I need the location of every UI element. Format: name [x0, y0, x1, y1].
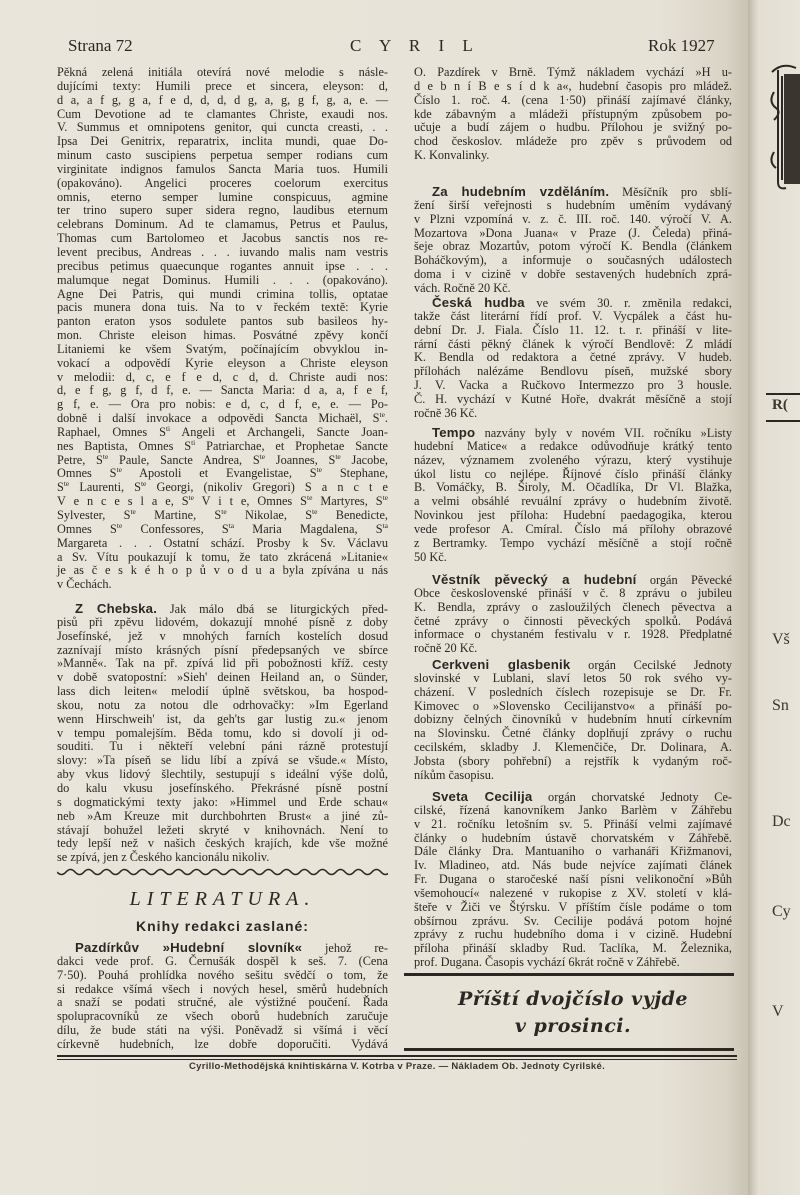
text-line: V. Summus et omnipotens genitor, qui cuncta creasti, . .: [57, 120, 388, 135]
text-line: lass dich leiten« melodií úplně světskou, ba hospod-: [57, 684, 388, 699]
superscript: te: [140, 479, 147, 489]
text-line: ter trino supero super sidera regno, laudibus eternum: [57, 203, 388, 218]
text-line: v době svatopostní: »Sieh' deinen Heiland an, o Sünder,: [57, 670, 388, 685]
text-line: informace o chystaném festivalu v r. 1928. Předplatné: [414, 627, 732, 642]
paragraph-lead: Za hudebním vzděláním.: [432, 184, 610, 199]
superscript: ti: [165, 423, 171, 433]
text-line: šeje obraz Mozartův, potom výročí K. Bendla (článkem: [414, 239, 732, 254]
text-line: skou, notu za notou dle odrhovačky: »Im Egerland: [57, 697, 388, 712]
superscript: te: [306, 493, 313, 503]
text-line: spolupracovníků ze všech oborů hudebních zaručuje: [57, 1009, 388, 1024]
paragraph: [57, 66, 388, 592]
text-line: ročně 20 Kč.: [414, 641, 478, 656]
paragraph: [414, 296, 732, 421]
text-line: Cerkveni glasbenik orgán Cecilské Jednoty: [432, 657, 732, 672]
text-line: v tempu pomalejším. Běda tomu, kdo si dovolí ji od-: [57, 725, 388, 740]
text-line: a velmi obsáhlé revuální zprávy o hudebním životě.: [414, 494, 732, 509]
text-line: dílu, že bude státi na výši. Poněvadž si všímá i věcí: [57, 1023, 388, 1038]
superscript: te: [335, 451, 341, 461]
text-line: stávají bohužel ležeti skryté v knihovnách. Není to: [57, 822, 388, 837]
paragraph-lead: Tempo: [432, 425, 476, 440]
text-line: O. Pazdírek v Brně. Týmž nákladem vychází »H u-: [414, 65, 732, 79]
text-line: dobizny čelných činovníků v hudebním hnutí církevním: [414, 712, 732, 727]
text-line: chod českoslov. mládeže pro zpěv s průvodem od: [414, 134, 732, 149]
text-line: Z Chebska. Jak málo dbá se liturgických před-: [75, 601, 388, 616]
superscript: te: [316, 465, 322, 475]
next-page-fragment: R(: [772, 397, 788, 413]
text-line: Raphael, Omnes $S^{ti}$ Angeli et Archangeli, Sancte Joan-: [57, 423, 388, 439]
text-line: Pěkná zelená initiála otevírá nové melodie s násle-: [57, 65, 388, 79]
text-line: níkům časopisu.: [414, 767, 494, 782]
text-line: Ipsa Dei Genitrix, reparatrix, inclita mundi, quae Do-: [57, 134, 388, 149]
section-subtitle: Knihy redakci zaslané:: [136, 918, 309, 934]
text-line: cecilském, skladby J. Klemenčiče, Dr. Dolinara, A.: [414, 740, 732, 755]
text-line: levent precibus, Andreas . . . iuvando malis nam vestris: [57, 244, 388, 259]
paragraph-lead: Cerkveni glasbenik: [432, 657, 571, 672]
text-line: název, významem zvoleného výrazu, který vystihuje: [414, 452, 732, 467]
text-line: Číslo 1. roč. 4. (cena 1·50) přináší zajímavé články,: [414, 92, 732, 107]
text-line: Omnes $S^{te}$ Confessores, $S^{ta}$ Maria Magdalena, $S^{ta}$: [57, 520, 389, 536]
text-line: Petre, $S^{te}$ Paule, Sancte Andrea, $S^{te}$ Joannes, $S^{te}$ Jacobe,: [57, 451, 388, 467]
text-line: d, e f g, g f, d f, e. — Sancta Maria: d a, a, f e f,: [57, 383, 388, 398]
text-line: na Slovinsku. Četné články doplňují zprávy o ruchu: [414, 726, 732, 741]
superscript: te: [312, 507, 318, 516]
text-line: malumque negat Dominus. Humili . . . (opakováno).: [57, 272, 388, 287]
text-line: pisů při zpěvu lidovém, dokazují mnohé písně z doby: [57, 614, 388, 629]
paragraph: [414, 790, 732, 970]
text-line: V e n c e s l a e, $S^{te}$ V i t e, Omnes $S^{te}$ Martyres, $S^{te}$: [57, 493, 388, 509]
text-line: virginitate indignos famulos Sancta Maria tuos. Humili: [57, 161, 388, 176]
year: Rok 1927: [648, 36, 715, 55]
announcement-top-rule: [404, 973, 734, 976]
section-title: LITERATURA.: [129, 888, 316, 910]
text-line: »Manně«. Tak na př. zpívá lid při pobožnosti kříž. cesty: [57, 656, 388, 671]
announcement-line-2: v prosinci.: [514, 1015, 632, 1037]
text-line: zprávy z ruchu hudebního doma i v cizině. Hudební: [414, 927, 732, 942]
text-line: Č. H. vychází v Kutné Hoře, dvakrát měsíčně a stojí: [414, 391, 732, 406]
text-line: Tempo nazvány byly v novém VII. ročníku »Listy: [432, 425, 732, 440]
text-line: úkol listu co nejlépe. Říjnové číslo přináší články: [414, 466, 732, 481]
text-line: precibus petimus quaecunque rogantes annuit ipse . . .: [57, 258, 388, 273]
text-line: vokací a odpovědí Kyrie eleyson a Christe eleyson: [57, 355, 388, 370]
superscript: te: [188, 493, 194, 503]
paragraph: [414, 426, 732, 564]
text-line: doma i v cizině v dobře sestavených hudebních zprá-: [414, 267, 732, 282]
paragraph-lead: Sveta Cecilija: [432, 789, 533, 804]
text-line: mon. Christe eleison himas. Posvátné zpěvy končí: [57, 328, 388, 343]
text-line: prof. Dugana. Časopis vychází 6krát ročně v Záhřebě.: [414, 955, 680, 970]
text-line: Mozartova »Dona Juana« v Praze (J. Čeleda) přiná-: [414, 225, 732, 240]
text-line: v Plzni vzpomíná v. z. č. III. roč. 140. výročí V. A.: [414, 211, 732, 226]
text-line: souditi. Tu i někteří velební páni rázně protestují: [57, 739, 388, 754]
paragraph-lead: Česká hudba: [432, 295, 525, 310]
text-line: Fr. Dugana o staročeské naší písni velikonoční »Bůh: [414, 872, 732, 887]
text-line: K. Bendla, zprávy o zasloužilých členech pěvectva a: [414, 599, 732, 614]
text-line: z Bertramky. Tempo vychází měsíčně a stojí ročně: [414, 535, 732, 550]
text-line: (opakováno). Angelici proceres coelorum exercitus: [57, 175, 388, 190]
text-line: ročně 36 Kč.: [414, 405, 478, 420]
text-line: vede profesor A. Cmíral. Číslo má přílohy obrazové: [414, 521, 732, 536]
ornament-initial-icon: [768, 62, 800, 192]
paragraph: [57, 941, 388, 1052]
text-line: Jobsta (sbory pohřební) a rejstřík k vydaným roč-: [414, 753, 732, 768]
text-line: K. Bendla od redaktora a četné zprávy. V hudeb.: [414, 350, 732, 365]
footer-rule: [57, 1055, 737, 1057]
text-line: d a, a f g, g a, f e d, d, d, d g, a, g, g f, g, a, e. —: [57, 92, 388, 107]
text-line: žení širší veřejnosti s hudebním uměním vydávaný: [414, 197, 732, 212]
text-line: učuje a budí zájem o hudbu. Přílohou je svižný po-: [414, 120, 732, 135]
paragraph-lead: Věstník pěvecký a hudební: [432, 572, 637, 587]
text-line: hudební Matice« a redakce odůvodňuje krátký tento: [414, 438, 732, 453]
paragraph-lead: Z Chebska.: [75, 601, 158, 616]
text-line: cházení. V posledních číslech rozepisuje se Dr. Fr.: [414, 684, 732, 699]
text-line: články o hudebním ústavě chorvatském v Záhřebě.: [414, 830, 732, 845]
text-line: slovy: »Ta píseň se lidu líbí a zpívá se všude.« Místo,: [57, 753, 388, 768]
text-line: obšírnou zprávu. Sv. Cecilije podává potom hojné: [414, 913, 732, 928]
text-line: v Čechách.: [57, 577, 112, 592]
text-line: zaznívají místo krásných písní předepsaných ve sbírce: [57, 642, 388, 657]
text-line: Boháčkovým), a informuje o současných událostech: [414, 253, 732, 268]
text-line: Agne Dei Patris, qui mundi crimina tollis, optatae: [57, 286, 388, 301]
text-line: do kalu vkusu josefínského. Překrásné písně postní: [57, 780, 388, 795]
text-line: Josefínské, jež v mnohých farních kostelích dosud: [57, 628, 388, 643]
text-line: Dále články Dra. Mantuaniho o varhanáři Křižmanovi,: [414, 844, 732, 859]
superscript: te: [130, 507, 136, 516]
footer-rule-thin: [57, 1059, 737, 1060]
text-line: v 21. ročníku letošním sv. 5. Přináší velmi zajímavé: [414, 816, 732, 831]
text-line: Thomas cum Bartolomeo et Jacobus sanctis nos re-: [57, 231, 388, 246]
superscript: te: [379, 410, 385, 420]
announcement-bottom-rule: [404, 1048, 734, 1051]
text-line: četné zprávy o činnosti pěveckých spolků. Podává: [414, 613, 732, 628]
text-line: nes Baptista, Omnes $S^{ti}$ Patriarchae, et Prophetae Sancte: [57, 437, 388, 453]
text-line: Novinkou jest příloha: Hudební paedagogika, kterou: [414, 508, 732, 523]
text-line: tedy lepší než v našich českých krajích, kde vše možné: [57, 836, 388, 851]
superscript: te: [259, 451, 266, 461]
text-line: církevně hudebních, lze dobře doporučiti. Vydává: [57, 1036, 388, 1051]
text-line: Margareta . . . Ostatní schází. Prosby k Sv. Václavu: [57, 535, 388, 550]
next-page-fragment: Dc: [772, 813, 791, 830]
text-line: Obce československé přináší v č. 8 zprávu o jubileu: [414, 585, 732, 600]
superscript: ta: [228, 520, 235, 530]
text-line: rární části pěkný článek k výročí Bendlově: Z mládí: [414, 336, 732, 351]
text-line: Česká hudba ve svém 30. r. změnila redakci,: [432, 295, 733, 310]
paragraph: [57, 602, 388, 865]
text-line: B. Vomáčky, B. Široly, M. Očadlíka, Dr Vl. Blažka,: [414, 480, 732, 495]
page-number: Strana 72: [68, 36, 133, 55]
text-line: Sylvester, $S^{te}$ Martine, $S^{te}$ Nikolae, $S^{te}$ Benedicte,: [57, 507, 388, 522]
superscript: ta: [382, 520, 389, 530]
text-line: minum casto suscipiens perpetua semper rodians cum: [57, 148, 388, 163]
text-line: s dogmatickými texty jako: »Himmel und Erde schau«: [57, 794, 388, 809]
text-line: K. Konvalinky.: [414, 148, 490, 163]
paragraph: [414, 185, 732, 296]
text-line: panton eraton ysos sodulete pantos sub basileos hy-: [57, 314, 388, 329]
text-line: přílohách nalézáme Bendlovu píseň, mužské sbory: [414, 364, 732, 379]
wavy-divider: [57, 866, 388, 878]
text-line: wenn Hirschweih' ist, da geh'ts gar lustig zu.« jenom: [57, 711, 388, 726]
announcement-line-1: Příští dvojčíslo vyjde: [457, 988, 688, 1010]
text-line: slovinské v Lublani, slaví letos 50 rok svého vy-: [414, 670, 732, 685]
text-line: d e b n í B e s í d k a«, hudební časopis pro mládež.: [414, 78, 732, 93]
text-line: cilské, řízená kanovníkem Janko Barlèm v Záhřebu: [414, 802, 732, 817]
text-line: příloha přináší skladby Rud. Taclíka, M. Železnika,: [414, 941, 732, 956]
text-line: Sveta Cecilija orgán chorvatské Jednoty Ce-: [432, 789, 732, 804]
superscript: ti: [191, 437, 196, 447]
superscript: te: [382, 493, 388, 503]
text-line: a Sv. Vítu poukazují k tomu, že tato zkrácená »Litanie«: [57, 549, 388, 564]
text-line: 7·50). Pouhá prohlídka nového sešitu svědčí o tom, že: [57, 967, 388, 982]
next-page-rule: [766, 393, 800, 395]
text-line: je as č e s k é h o p ů v o d u a byla zpívána u nás: [57, 563, 388, 578]
paragraph-lead: Pazdírkův »Hudební slovník«: [75, 940, 303, 955]
next-page-fragment: Vš: [772, 631, 790, 648]
text-line: neb »Am Kreuze mit durchbohrten Brust« a jiné zů-: [57, 808, 388, 823]
text-line: omnis, eterno semper lumine conspicuus, agmine: [57, 189, 388, 204]
text-line: Za hudebním vzděláním. Měsíčník pro sblí-: [432, 184, 733, 199]
text-line: dební Dr. J. Fiala. Číslo 11. 12. t. r. přináší v lite-: [414, 322, 732, 337]
text-line: J. V. Vacka a Ručkovo Intermezzo pro 3 housle.: [414, 378, 732, 393]
printer-imprint: Cyrillo-Methodějská knihtiskárna V. Kotrba v Praze. — Nákladem Ob. Jednoty Cyrilské.: [188, 1061, 606, 1072]
journal-title: C Y R I L: [350, 36, 480, 55]
text-line: Věstník pěvecký a hudební orgán Pěvecké: [432, 572, 732, 587]
paragraph: [414, 658, 732, 783]
text-line: Omnes $S^{te}$ Apostoli et Evangelistae, $S^{te}$ Stephane,: [57, 465, 388, 481]
text-line: všemohoucí« nalezené v rukopise z XV. století v klá-: [414, 885, 732, 900]
text-line: $S^{te}$ Laurenti, $S^{te}$ Georgi, (nikoliv Gregori) S a n c t e: [57, 479, 388, 495]
next-page-fragment: Sn: [772, 697, 789, 714]
text-line: šteře v Žiči ve Štýrsku. V příštím čísle podáme o tom: [414, 899, 732, 914]
superscript: te: [221, 507, 227, 516]
superscript: te: [116, 465, 122, 475]
text-line: aby vkus lidový šlechtily, sestupují s ideální výše dolů,: [57, 767, 388, 782]
text-line: Litaniemi ke všem Svatým, počínajícím obvyklou in-: [57, 341, 388, 356]
superscript: te: [63, 479, 70, 489]
text-line: a snaží se podati stručné, ale výstižné poučení. Řada: [57, 995, 388, 1010]
text-line: v melodii: d, c, e f e d, c d, d. Christe audi nos:: [57, 369, 388, 384]
text-line: dobně i další invokace a odpovědi Sancta Michaël, $S^{te}$.: [57, 410, 388, 426]
superscript: te: [116, 520, 123, 530]
superscript: te: [102, 451, 109, 461]
text-line: celebrans Dominum. Ad te clamamus, Petrus et Paulus,: [57, 217, 388, 232]
next-page-edge: [748, 0, 800, 1195]
text-line: 50 Kč.: [414, 549, 447, 564]
text-line: vách. Ročně 20 Kč.: [414, 280, 511, 295]
text-line: dakci vede prof. G. Černušák dospěl k seš. 7. (Cena: [57, 953, 388, 968]
paragraph: [414, 573, 732, 656]
text-line: dujícími texty: Humili prece et sincera, eleyson: d,: [57, 78, 388, 93]
next-page-fragment: Cy: [772, 903, 791, 920]
text-line: takže část literární řídí prof. V. Vycpálek a část hu-: [414, 308, 732, 323]
text-line: se zpívá, jen z Českého kancionálu nikoliv.: [57, 850, 270, 865]
next-page-rule: [766, 420, 800, 422]
text-line: g f, e. — Ora pro nobis: e d, c, d f, e, e. — Po-: [57, 397, 388, 412]
text-line: si redakce všímá všech i nových hesel, směrů hudebních: [57, 981, 388, 996]
text-line: kde zábavným a mládeži přístupným způsobem po-: [414, 106, 732, 121]
text-line: Iv. Mladineo, atd. Nás bude nejvíce zajímati článek: [414, 858, 732, 873]
text-line: Kimovec o »Slovensko Cecilijanstvo« a přináší po-: [414, 698, 732, 713]
paragraph: [414, 66, 732, 163]
text-line: Pazdírkův »Hudební slovník« jehož re-: [75, 940, 388, 955]
text-line: pacis munera dona tuis. Na to v řeckém textě: Kyrie: [57, 300, 388, 315]
next-page-fragment: V: [772, 1003, 784, 1020]
text-line: Cum Devotione ad te clamantes Christe, exaudi nos.: [57, 106, 388, 121]
